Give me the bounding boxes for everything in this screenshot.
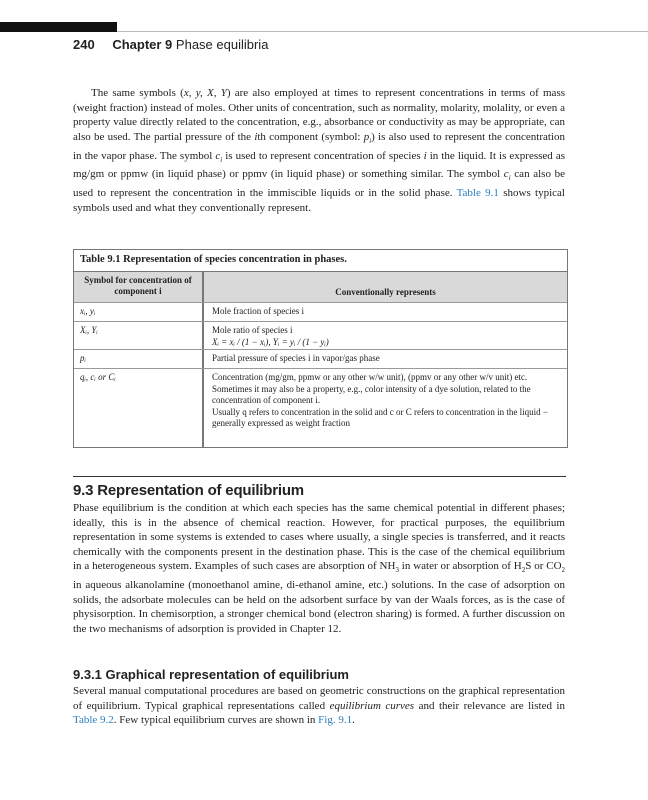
header-bar <box>0 22 117 32</box>
table-row: qᵢ, cᵢ or Cᵢ Concentration (mg/gm, ppmw or any other w/w unit), (ppmv or any other w/v unit) etc. Sometimes it may also be a property, e.g., color intensity of a dye solution, related to the concentration of component i. Usually q refers to concentration in the solid and c or C refers to concentration in the liquid − generally expressed as weight fraction <box>74 369 567 447</box>
table-header-row <box>74 272 567 303</box>
running-header <box>73 37 268 52</box>
column-header: Symbol for concentration of component i <box>74 272 204 302</box>
subsection-heading: 9.3.1 Graphical representation of equilibrium <box>73 667 349 682</box>
chapter-title: Phase equilibria <box>175 37 269 52</box>
fig-9-1-link[interactable]: Fig. 9.1 <box>318 714 353 727</box>
section-rule <box>73 476 566 477</box>
section-heading: 9.3 Representation of equilibrium <box>73 482 304 499</box>
table-title: Table 9.1 Representation of species concentration in phases. <box>74 250 567 272</box>
table-9-1-link[interactable]: Table 9.1 <box>456 187 499 200</box>
table-9-2-link[interactable]: Table 9.2 <box>73 714 114 727</box>
page-number: 240 <box>73 37 95 52</box>
chapter-label: Chapter 9 <box>112 37 173 52</box>
section-paragraph: Phase equilibrium is the condition at which each species has the same chemical potential in different phases; ideally, this is in the absence of chemical reaction. However, for practical purposes, the equilibrium representation in some systems is extended to cases where usually, a single species is transferred, and it reacts chemically with the components present in the destination phase. This is the case of the chemical equilibrium in a heterogeneous system. Examples of such cases are absorption of $NH_3$ in water or absorption of $H_2S$ or $CO_2$ in aqueous alkanolamine (monoethanol amine, di-ethanol amine, etc.) solutions. In the case of adsorption on solids, the adsorbate molecules can be held on the adsorbent surface by van der Waals forces, as is the case of physisorption. In chemisorption, a stronger chemical bond (electron sharing) is formed. A further discussion on the two mechanisms of adsorption is provided in Chapter 12. <box>73 502 566 635</box>
intro-paragraph: The same symbols (x, y, X, Y) are also employed at times to represent concentrations in terms of mass (weight fraction) instead of moles. Other units of concentration, such as normality, molarity, molality, or even a property value directly related to the concentration, e.g., absorbance or conductivity as may be appropriate, can also be used. The partial pressure of the ith component (symbol: $p_i$) is also used to represent the concentration in the vapor phase. The symbol $c_i$ is used to represent concentration of species i in the liquid. It is expressed as mg/gm or ppmw (in liquid phase) or ppmv (in liquid phase) or something similar. The symbol $c_i$ can also be used to represent the concentration in the immiscible liquids or in the solid phase. Table 9.1 shows typical symbols used and what they conventionally represent. <box>73 87 566 214</box>
subsection-paragraph: Several manual computational procedures are based on geometric constructions on the graphical representation of equilibrium. Typical graphical representations called equilibrium curves and their relevance are listed in Table 9.2. Few typical equilibrium curves are shown in Fig. 9.1. <box>73 685 565 727</box>
column-header: Conventionally represents <box>335 287 436 297</box>
table-row: xᵢ, yᵢ Mole fraction of species i <box>74 303 567 322</box>
header-rule <box>117 31 648 32</box>
table-row: Xᵢ, Yᵢ Mole ratio of species i Xᵢ = xᵢ / (1 − xᵢ), Yᵢ = yᵢ / (1 − yᵢ) <box>74 322 567 350</box>
table-9-1 <box>73 249 568 448</box>
table-row: pᵢ Partial pressure of species i in vapor/gas phase <box>74 350 567 369</box>
